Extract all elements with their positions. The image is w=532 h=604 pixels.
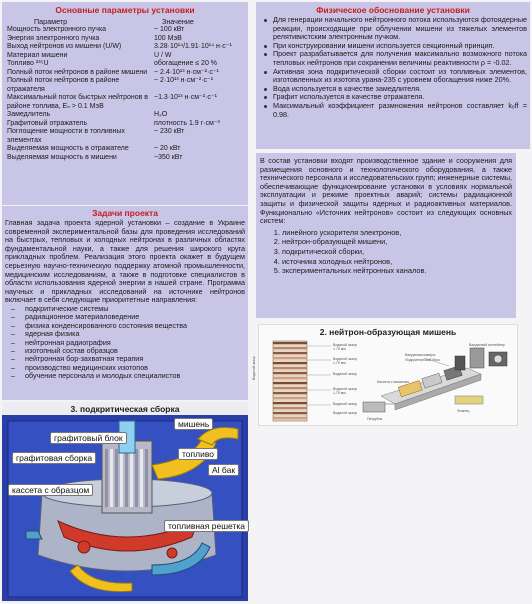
- label-al-tank: Al бак: [208, 464, 239, 476]
- param-name: Материал мишени: [7, 51, 68, 59]
- physics-item: Активная зона подкритической сборки состоит из топливных элементов, изготовленных из изотопа урана-235 с уровнем обогащения ниже 20%.: [264, 68, 527, 85]
- callout-vacuum-container: Вакуумный контейнер: [469, 343, 505, 347]
- callout-flange: Фланец: [457, 409, 470, 413]
- param-name: Поглощение мощности в топливных элементах: [7, 128, 125, 144]
- physics-item: Максимальный коэффициент размножения нейтронов составляет kₑff = 0.98.: [264, 102, 527, 119]
- label-water-gap-5: Водяной зазор: [333, 402, 357, 406]
- system-item: 2. нейтрон-образующей мишени,: [282, 237, 512, 247]
- param-name: Энергия электронного пучка: [7, 34, 100, 42]
- target-plate: [273, 402, 307, 404]
- target-plate: [273, 407, 307, 409]
- target-plate: [273, 362, 307, 364]
- param-name: Топливо ²³⁵U: [7, 60, 49, 67]
- fuel-rod: [145, 449, 148, 507]
- label-gap-size-1: 1.75 мм: [333, 347, 346, 351]
- params-table: [4, 26, 246, 162]
- fuel-rod: [120, 449, 123, 507]
- col-value: Значение: [162, 17, 194, 26]
- fuel-rod: [135, 449, 138, 507]
- label-graphite-block: графитовый блок: [50, 432, 127, 444]
- param-value: 100 МэВ: [154, 34, 182, 42]
- param-row: [4, 120, 246, 129]
- physics-item: Проект разрабатывается для получения максимально возможного потока тепловых нейтронов при сохранении величины реактивности ρ = -0.02.: [264, 50, 527, 67]
- param-name: Максимальный поток быстрых нейтронов в районе топлива, Eₙ > 0.1 МэВ: [7, 94, 149, 110]
- callout-vacuum-chamber: Вакуумная камера: [405, 353, 436, 357]
- param-name: Полный поток нейтронов в районе отражателя: [7, 77, 120, 93]
- task-item: – радиационное материаловедение: [9, 313, 245, 321]
- target-plate: [273, 382, 307, 384]
- physics-item: При конструировании мишени используется секционный принцип.: [264, 42, 527, 51]
- fuel-rod: [140, 449, 143, 507]
- param-value: ~ 100 кВт: [154, 26, 185, 33]
- physics-panel: [256, 2, 530, 149]
- param-row: [4, 77, 246, 94]
- param-value: ~ 2·10¹³ н·см⁻²·с⁻¹: [154, 77, 214, 84]
- target-plate: [273, 392, 307, 394]
- label-gap-size-3: 1.75 мм: [333, 391, 346, 395]
- task-item: – изотопный состав образцов: [9, 347, 245, 355]
- label-water-gap-1: Водяной зазор: [333, 343, 357, 347]
- param-row: [4, 52, 246, 61]
- task-item: – нейтронная бор-захватная терапия: [9, 355, 245, 363]
- param-name: Выделяемая мощность в мишени: [7, 153, 117, 161]
- callout-subcritical-block: Подкритический блок: [405, 358, 440, 362]
- target-diagram: [252, 338, 517, 426]
- label-target: мишень: [174, 418, 213, 430]
- label-fuel: топливо: [178, 448, 218, 460]
- tasks-panel: [2, 206, 248, 400]
- physics-item: Вода используется в качестве замедлителя.: [264, 85, 527, 94]
- system-item: 4. источника холодных нейтронов,: [282, 257, 512, 267]
- physics-list: [259, 16, 527, 119]
- label-graphite-assembly: графитовая сборка: [12, 452, 96, 464]
- target-stack: [273, 341, 307, 421]
- target-plate: [273, 377, 307, 379]
- params-header: [4, 17, 246, 26]
- target-panel: [252, 324, 518, 426]
- target-plate: [273, 352, 307, 354]
- params-panel: [2, 2, 248, 205]
- fuel-rod: [130, 449, 133, 507]
- target-plate: [273, 387, 307, 389]
- param-value: ~ 20 кВт: [154, 145, 181, 152]
- param-row: [4, 154, 246, 163]
- tasks-title: Задачи проекта: [92, 208, 158, 218]
- label-water-gap-6: Водяной зазор: [333, 411, 357, 415]
- label-sample-cassette: кассета с образцом: [8, 484, 93, 496]
- param-name: Выделяемая мощность в отражателе: [7, 145, 129, 152]
- param-name: Графитовый отражатель: [7, 119, 88, 127]
- fuel-rod: [115, 449, 118, 507]
- callout-target-cassette: Кассета с мишенью: [377, 380, 410, 384]
- callout-nozzle: Патрубок: [367, 417, 383, 421]
- param-row: [4, 111, 246, 120]
- tasks-intro: Главная задача проекта ядерной установки – создание в Украине современной экспериментальной базы для проведения исследований на быстрых, тепловых и холодных нейтронах в различных областях фундаментальной науки, а также для решения широкого круга прикладных проблем. Реализация этого проекта окажет в будущем серьезную научно-техническую поддержку атомной промышленности, медицинским исследованиям, а также в подготовке специалистов в области использования ядерной энергии в нашей стране. Программа научных и прикладных исследований на источнике нейтронов включает в себя следующие приоритетные направления:: [5, 218, 245, 305]
- tasks-list: [5, 305, 245, 381]
- param-row: [4, 35, 246, 44]
- fuel-rod: [110, 449, 113, 507]
- param-row: [4, 43, 246, 52]
- assembly-panel: [2, 402, 248, 602]
- target-plate: [273, 357, 307, 359]
- target-plate: [273, 347, 307, 349]
- physics-title: Физическое обоснование установки: [316, 5, 470, 15]
- system-item: 1. линейного ускорителя электронов,: [282, 228, 512, 238]
- fuel-rod: [125, 449, 128, 507]
- param-row: [4, 145, 246, 154]
- param-value: ~350 кВт: [154, 153, 183, 161]
- target-plate: [273, 397, 307, 399]
- label-water-gap-4: Водяной зазор: [333, 387, 357, 391]
- systems-list: [260, 228, 512, 276]
- system-item: 3. подкритической сборки,: [282, 247, 512, 257]
- params-title: Основные параметры установки: [55, 5, 195, 15]
- label-water-gap-7: Водяной зазор: [252, 356, 256, 380]
- param-row: [4, 26, 246, 35]
- target-plate: [273, 342, 307, 344]
- param-value: обогащение ≤ 20 %: [154, 60, 218, 67]
- task-item: – ядерная физика: [9, 330, 245, 338]
- target-plate: [273, 372, 307, 374]
- param-name: Мощность электронного пучка: [7, 26, 107, 33]
- param-row: [4, 94, 246, 111]
- task-item: – производство медицинских изотопов: [9, 364, 245, 372]
- param-value: плотность 1.9 г·см⁻³: [154, 119, 220, 127]
- system-item: 5. экспериментальных нейтронных каналов.: [282, 266, 512, 276]
- param-value: ~ 2.4·10¹³ н·см⁻²·с⁻¹: [154, 68, 219, 76]
- composition-panel: [256, 153, 516, 318]
- fuel-rods: [105, 449, 148, 507]
- target-plate: [273, 417, 307, 419]
- task-item: – физика конденсированного состояния вещества: [9, 322, 245, 330]
- target-plate: [273, 367, 307, 369]
- param-row: [4, 69, 246, 78]
- label-water-gap-2: Водяной зазор: [333, 357, 357, 361]
- param-name: Замедлитель: [7, 111, 51, 118]
- param-row: [4, 128, 246, 145]
- param-value: U / W: [154, 51, 172, 59]
- param-value: ~1.3·10¹³ н·см⁻²·с⁻¹: [154, 94, 217, 101]
- assembly-title: 3. подкритическая сборка: [70, 404, 180, 414]
- fuel-rod: [105, 449, 108, 507]
- task-item: – нейтронная радиография: [9, 339, 245, 347]
- target-plate: [273, 412, 307, 414]
- param-value: 3.28·10¹⁴/1.91·10¹⁴ н·с⁻¹: [154, 43, 232, 50]
- physics-item: Графит используется в качестве отражателя.: [264, 93, 527, 102]
- task-item: – подкритические системы: [9, 305, 245, 313]
- param-value: ~ 230 кВт: [154, 128, 185, 135]
- param-name: Полный поток нейтронов в районе мишени: [7, 68, 148, 76]
- label-water-gap-3: Водяной зазор: [333, 372, 357, 376]
- target-title: 2. нейтрон-образующая мишень: [319, 327, 457, 337]
- param-name: Выход нейтронов из мишени (U/W): [7, 43, 122, 50]
- label-fuel-grid: топливная решетка: [164, 520, 249, 532]
- param-value: H₂O: [154, 111, 168, 118]
- col-param: Параметр: [34, 17, 68, 26]
- param-row: [4, 60, 246, 69]
- label-gap-size-2: 1.75 мм: [333, 361, 346, 365]
- physics-item: Для генерации начального нейтронного потока используются фотоядерные реакции, происходящие при облучении мишени из тяжелых элементов релятивистским электронным пучком.: [264, 16, 527, 42]
- composition-intro: В состав установки входят производственное здание и сооружения для размещения основного и технологического оборудования, а также технического персонала и исследовательских групп; инженерные системы, обеспечивающие функционирование установки в условиях нормальной эксплуатации и режиме проектных аварий; системы радиационной защиты и физической защиты ядерных и радиоактивных материалов. Функционально «Источник нейтронов» состоит из следующих основных систем:: [260, 156, 512, 226]
- task-item: – обучение персонала и молодых специалистов: [9, 372, 245, 380]
